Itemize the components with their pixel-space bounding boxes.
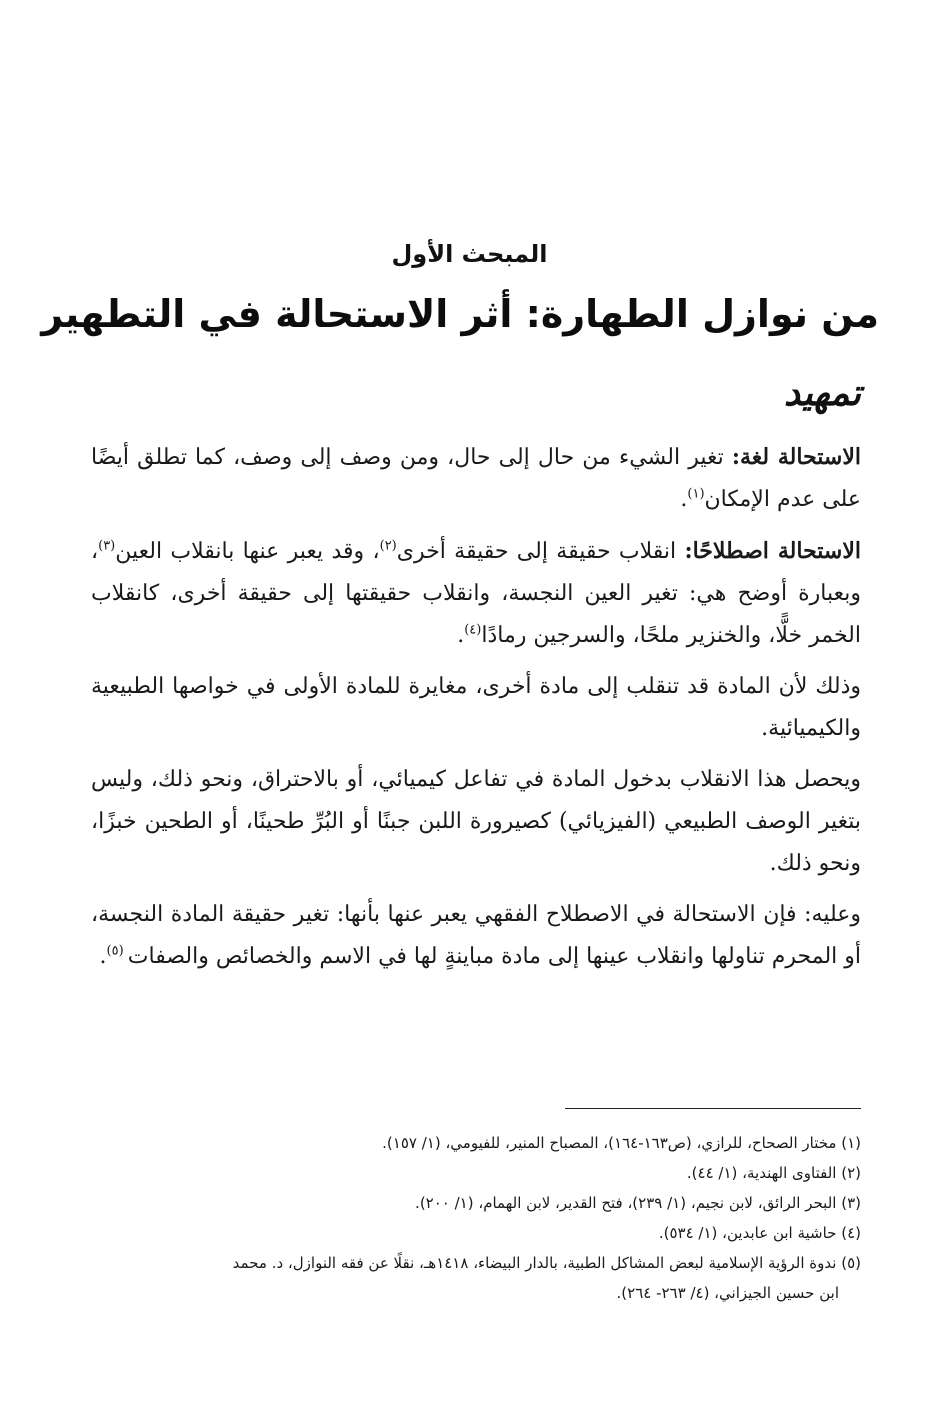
section-label: المبحث الأول [391,240,548,268]
paragraph-end: . [680,487,688,512]
chapter-title: من نوازل الطهارة: أثر الاستحالة في التطهير [41,292,879,336]
term-linguistic: الاستحالة لغة: [731,444,861,470]
paragraph-end: . [457,623,465,648]
paragraph-text: وعليه: فإن الاستحالة في الاصطلاح الفقهي يعبر عنها بأنها: تغير حقيقة المادة النجسة، أو المحرم تناولها وانقلاب عينها إلى مادة مباينةٍ لها في الاسم والخصائص والصفات [91,902,861,969]
footnote-ref: (٣) [98,538,116,554]
paragraph-mechanism: ويحصل هذا الانقلاب بدخول المادة في تفاعل كيميائي، أو بالاحتراق، ونحو ذلك، وليس بتغير الوصف الطبيعي (الفيزيائي) كصيرورة اللبن جبنًا أو البُرِّ طحينًا، أو الطحين خبزًا، ونحو ذلك. [91,767,861,876]
footnotes [91,1128,861,1308]
footnote-ref: (٢) [379,538,397,554]
footnote-5: (٥) ندوة الرؤية الإسلامية لبعض المشاكل الطبية، بالدار البيضاء، ١٤١٨هـ، نقلًا عن فقه النوازل، د. محمد [232,1254,861,1272]
intro-heading: تمهيد [783,372,861,414]
term-technical: الاستحالة اصطلاحًا: [684,538,862,564]
footnote-2: (٢) الفتاوى الهندية، (١/ ٤٤). [686,1164,861,1182]
footnote-divider [565,1108,861,1109]
paragraph-end: . [99,944,107,969]
footnote-ref: (٥) [106,943,128,959]
paragraph-technical-definition [91,530,861,657]
footnote-4: (٤) حاشية ابن عابدين، (١/ ٥٣٤). [658,1224,861,1242]
paragraph-text: ، وقد يعبر عنها بانقلاب العين [115,539,380,564]
footnote-ref: (٤) [464,622,482,638]
paragraph-text: ، وبعبارة أوضح هي: تغير العين النجسة، وانقلاب حقيقتها إلى حقيقة أخرى، كانقلاب الخمر خلًّا، والخنزير ملحًا، والسرجين رمادًا [91,539,861,648]
paragraph-text: انقلاب حقيقة إلى حقيقة أخرى [396,539,685,564]
footnote-5-continuation: ابن حسين الجيزاني، (٤/ ٢٦٣- ٢٦٤). [616,1284,839,1302]
footnote-1: (١) مختار الصحاح، للرازي، (ص١٦٣-١٦٤)، المصباح المنير، للفيومي، (١/ ١٥٧). [382,1134,861,1152]
paragraph-explanation: وذلك لأن المادة قد تنقلب إلى مادة أخرى، مغايرة للمادة الأولى في خواصها الطبيعية والكيميائية. [91,674,861,741]
paragraph-linguistic-definition [91,436,861,521]
paragraph-text: تغير الشيء من حال إلى حال، ومن وصف إلى وصف، كما تطلق أيضًا على عدم الإمكان [91,445,861,512]
footnote-ref: (١) [687,486,705,502]
footnote-3: (٣) البحر الرائق، لابن نجيم، (١/ ٢٣٩)، فتح القدير، لابن الهمام، (١/ ٢٠٠). [415,1194,861,1212]
body-text [91,436,861,987]
paragraph-conclusion [91,894,861,978]
